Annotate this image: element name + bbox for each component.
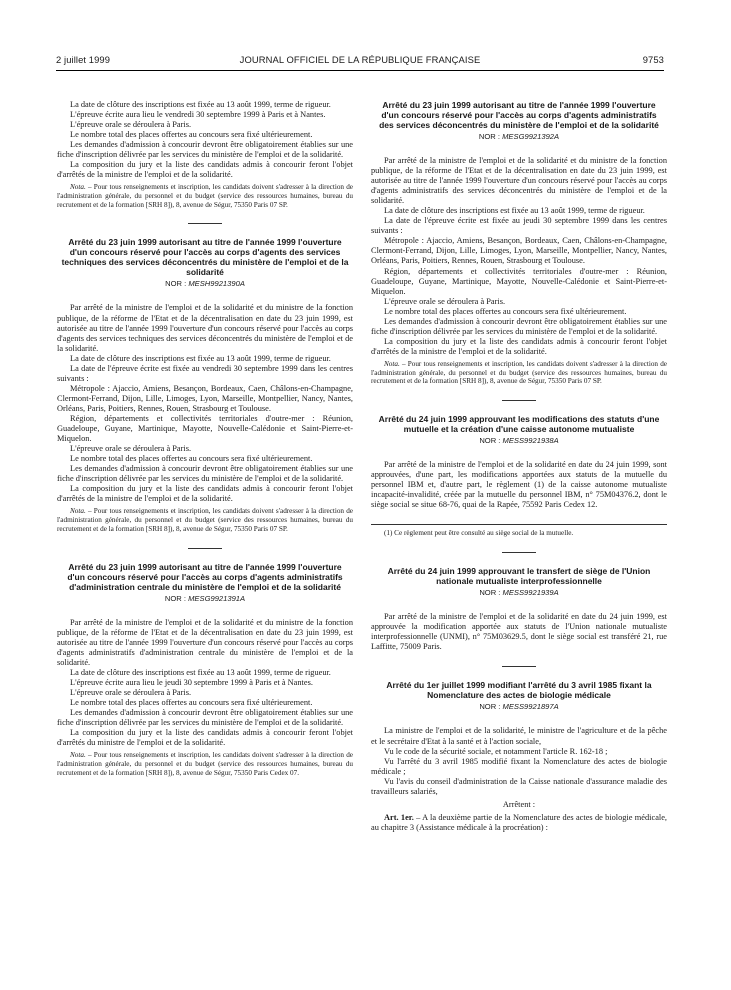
nor-code: MESH9921390A bbox=[188, 279, 245, 289]
section-separator bbox=[188, 223, 222, 224]
nor-label: NOR : bbox=[479, 588, 503, 598]
nor-code: MESS9921938A bbox=[502, 436, 559, 446]
paragraph: Par arrêté de la ministre de l'emploi et de la solidarité et du ministre de la fonction publique, de la réforme de l'Etat et de la décentralisation en date du 23 juin 1999, est autorisée au titre de l'année 1999 l'ouverture d'un concours réservé pour l'accès au corps d'agents administratifs d'administration centrale du ministère de l'emploi et de la solidarité. bbox=[57, 617, 353, 667]
nota-text: – Pour tous renseignements et inscription, les candidats doivent s'adresser à la direction de l'administration générale, du personnel et du budget (service des ressources humaines, bureau du recrutement et de la formation [SRH 8]), 8, avenue de Ségur, 75350 Paris 07 SP. bbox=[57, 183, 353, 209]
footnote-rule bbox=[371, 524, 667, 525]
decree-section-biology-nomenclature bbox=[371, 680, 667, 832]
header-date: 2 juillet 1999 bbox=[56, 54, 111, 65]
nor-reference bbox=[371, 702, 667, 712]
section-separator bbox=[502, 552, 536, 553]
right-column bbox=[371, 100, 667, 833]
decree-title: Arrêté du 23 juin 1999 autorisant au titre de l'année 1999 l'ouverture d'un concours réservé pour l'accès au corps d'agents administratifs d'administration centrale du ministère de l'emploi et de la solidarité bbox=[67, 561, 343, 592]
paragraph: La date de clôture des inscriptions est fixée au 13 août 1999, terme de rigueur. bbox=[384, 206, 645, 216]
paragraph: La composition du jury et la liste des candidats admis à concourir feront l'objet d'arrêtés de la ministre de l'emploi et de la solidarité. bbox=[371, 336, 667, 356]
article-text: – A la deuxième partie de la Nomenclature des actes de biologie médicale, au chapitre 3 (Assistance médicale à la procréation) : bbox=[371, 812, 668, 832]
paragraph: L'épreuve orale se déroulera à Paris. bbox=[70, 687, 192, 697]
nota-note bbox=[57, 183, 353, 209]
nor-label: NOR : bbox=[478, 132, 503, 141]
nor-code: MESS9921897A bbox=[502, 702, 559, 712]
nota-label: Nota. bbox=[70, 183, 86, 192]
nor-reference bbox=[57, 594, 353, 604]
arretent-heading: Arrêtent : bbox=[502, 799, 536, 809]
paragraph: La composition du jury et la liste des candidats admis à concourir feront l'objet d'arrêtés de la ministre de l'emploi et de la solidarité. bbox=[57, 160, 353, 180]
paragraph: Le nombre total des places offertes au concours sera fixé ultérieurement. bbox=[70, 130, 313, 140]
nota-note bbox=[371, 360, 667, 386]
section-separator bbox=[502, 400, 536, 401]
section-separator bbox=[502, 666, 536, 667]
nota-text: – Pour tous renseignements et inscription, les candidats doivent s'adresser à la direction de l'administration générale, du personnel et du budget (service des ressources humaines, bureau du recrutement et de la formation [SRH 8]), 8, avenue de Ségur, 75350 Paris 07 SP. bbox=[371, 359, 667, 386]
paragraph: Métropole : Ajaccio, Amiens, Besançon, Bordeaux, Caen, Châlons-en-Champagne, Clermont-Ferrand, Dijon, Lille, Limoges, Lyon, Marseille, Montpellier, Nancy, Nantes, Orléans, Paris, Poitiers, Rennes, Rouen, Strasbourg et Toulouse. bbox=[371, 236, 667, 266]
nor-label: NOR : bbox=[164, 593, 189, 603]
paragraph: La ministre de l'emploi et de la solidarité, le ministre de l'agriculture et de la pêche et le secrétaire d'Etat à la santé et à l'action sociale, bbox=[371, 726, 667, 746]
paragraph: Région, départements et collectivités territoriales d'outre-mer : Réunion, Guadeloupe, Guyane, Martinique, Mayotte, Nouvelle-Calédonie et Saint-Pierre-et-Miquelon. bbox=[57, 414, 353, 444]
header-journal-title: JOURNAL OFFICIEL DE LA RÉPUBLIQUE FRANÇAISE bbox=[239, 54, 481, 65]
paragraph: L'épreuve orale se déroulera à Paris. bbox=[70, 444, 192, 454]
paragraph: Le nombre total des places offertes au concours sera fixé ultérieurement. bbox=[384, 306, 627, 316]
nor-label: NOR : bbox=[165, 279, 189, 289]
nota-label: Nota. bbox=[384, 359, 400, 368]
paragraph: La date de clôture des inscriptions est fixée au 13 août 1999, terme de rigueur. bbox=[70, 353, 331, 363]
paragraph: Les demandes d'admission à concourir devront être obligatoirement établies sur une fiche d'inscription délivrée par les services du ministère de l'emploi et de la solidarité. bbox=[57, 140, 353, 160]
header-rule bbox=[56, 70, 664, 71]
decree-title: Arrêté du 24 juin 1999 approuvant le transfert de siège de l'Union nationale mutualiste interprofessionnelle bbox=[387, 566, 651, 587]
nota-label: Nota. bbox=[70, 507, 86, 516]
paragraph: La date de clôture des inscriptions est fixée au 13 août 1999, terme de rigueur. bbox=[70, 667, 331, 677]
paragraph: Par arrêté de la ministre de l'emploi et de la solidarité en date du 24 juin 1999, sont approuvées, d'une part, les modifications apportées aux statuts de la mutuelle du personnel IBM et, d'autre part, le règlement (1) de la caisse autonome mutualiste incapacité-invalidité, créée par la mutuelle du personnel IBM, n° 75M04376.2, dont le siège social se situe 68-76, quai de la Rapée, 75592 Paris Cedex 12. bbox=[371, 460, 667, 510]
page-header bbox=[56, 54, 664, 68]
nor-label: NOR : bbox=[479, 702, 503, 712]
paragraph: Le nombre total des places offertes au concours sera fixé ultérieurement. bbox=[70, 454, 313, 464]
decree-title: Arrêté du 1er juillet 1999 modifiant l'arrêté du 3 avril 1985 fixant la Nomenclature des actes de biologie médicale bbox=[386, 680, 652, 701]
paragraph: Les demandes d'admission à concourir devront être obligatoirement établies sur une fiche d'inscription délivrée par les services du ministère de l'emploi et de la solidarité. bbox=[371, 316, 667, 336]
paragraph: L'épreuve orale se déroulera à Paris. bbox=[70, 120, 192, 130]
article-label: Art. 1er. bbox=[384, 812, 414, 822]
paragraph: La composition du jury et la liste des candidats admis à concourir feront l'objet d'arrêtés de la ministre de l'emploi et de la solidarité. bbox=[57, 484, 353, 504]
paragraph: La date de clôture des inscriptions est fixée au 13 août 1999, terme de rigueur. bbox=[70, 100, 331, 109]
nor-reference bbox=[371, 588, 667, 598]
nota-label: Nota. bbox=[70, 751, 86, 760]
paragraph: Métropole : Ajaccio, Amiens, Besançon, Bordeaux, Caen, Châlons-en-Champagne, Clermont-Ferrand, Dijon, Lille, Limoges, Lyon, Marseille, Montpellier, Nancy, Nantes, Orléans, Paris, Poitiers, Rennes, Rouen, Strasbourg et Toulouse. bbox=[57, 383, 353, 413]
nota-text: – Pour tous renseignements et inscription, les candidats doivent s'adresser à la direction de l'administration générale, du personnel et du budget (service des ressources humaines, bureau du recrutement et de la formation [SRH 8]), 8, avenue de Ségur, 75350 Paris 07 SP. bbox=[57, 507, 353, 533]
nota-note bbox=[57, 751, 353, 777]
nor-code: MESG9921392A bbox=[502, 132, 560, 141]
header-page-number: 9753 bbox=[642, 54, 664, 65]
nota-note bbox=[57, 507, 353, 533]
section-separator bbox=[188, 548, 222, 549]
paragraph: Par arrêté de la ministre de l'emploi et de la solidarité et du ministre de la fonction publique, de la réforme de l'Etat et de la décentralisation en date du 23 juin 1999, est autorisée au titre de l'année 1999 l'ouverture d'un concours réservé pour l'accès au corps d'agents des services techniques des services déconcentrés du ministère de l'emploi et de la solidarité. bbox=[57, 303, 353, 353]
decree-title: Arrêté du 23 juin 1999 autorisant au titre de l'année 1999 l'ouverture d'un concours réservé pour l'accès au corps d'agents administratifs des services déconcentrés du ministère de l'emploi et de la solidarité bbox=[379, 100, 659, 130]
nor-reference bbox=[57, 279, 353, 289]
paragraph: L'épreuve écrite aura lieu le jeudi 30 septembre 1999 à Paris et à Nantes. bbox=[70, 677, 313, 687]
decree-title: Arrêté du 24 juin 1999 approuvant les modifications des statuts d'une mutuelle et la création d'une caisse autonome mutualiste bbox=[378, 414, 660, 435]
article-paragraph bbox=[371, 813, 667, 833]
paragraph: Le nombre total des places offertes au concours sera fixé ultérieurement. bbox=[70, 697, 313, 707]
decree-title: Arrêté du 23 juin 1999 autorisant au titre de l'année 1999 l'ouverture d'un concours réservé pour l'accès au corps d'agents des services techniques des services déconcentrés du ministère de l'emploi et de la solidarité bbox=[61, 237, 349, 278]
nor-label: NOR : bbox=[479, 436, 503, 446]
paragraph: Vu l'avis du conseil d'administration de la Caisse nationale d'assurance maladie des travailleurs salariés, bbox=[371, 776, 667, 796]
nota-text: – Pour tous renseignements et inscription, les candidats doivent s'adresser à la direction de l'administration générale, du personnel et du budget (service des ressources humaines, bureau du recrutement et de la formation [SRH 8]), 8, avenue de Ségur, 75350 Paris Cedex 07. bbox=[57, 751, 353, 777]
paragraph: Les demandes d'admission à concourir devront être obligatoirement établies sur une fiche d'inscription délivrée par les services du ministère de l'emploi et de la solidarité. bbox=[57, 464, 353, 484]
decree-section-central-administration bbox=[57, 562, 353, 778]
nor-code: MESG9921391A bbox=[188, 593, 246, 603]
paragraph: Les demandes d'admission à concourir devront être obligatoirement établies sur une fiche d'inscription délivrée par les services du ministère de l'emploi et de la solidarité. bbox=[57, 707, 353, 727]
continued-section bbox=[57, 100, 353, 209]
paragraph: L'épreuve écrite aura lieu le vendredi 30 septembre 1999 à Paris et à Nantes. bbox=[70, 110, 326, 120]
paragraph: Par arrêté de la ministre de l'emploi et de la solidarité et du ministre de la fonction publique, de la réforme de l'Etat et de la décentralisation en date du 23 juin 1999, est autorisée au titre de l'année 1999 l'ouverture d'un concours réservé pour l'accès au corps d'agents administratifs des services déconcentrés du ministère de l'emploi et de la solidarité. bbox=[371, 156, 667, 206]
decree-section-union-transfer bbox=[371, 566, 667, 652]
paragraph: L'épreuve orale se déroulera à Paris. bbox=[384, 296, 506, 306]
nor-reference bbox=[371, 132, 667, 142]
footnote: (1) Ce règlement peut être consulté au siège social de la mutuelle. bbox=[384, 529, 574, 538]
paragraph: Vu le code de la sécurité sociale, et notamment l'article R. 162-18 ; bbox=[384, 746, 608, 756]
decree-section-mutuelle-statutes bbox=[371, 414, 667, 538]
paragraph: La date de l'épreuve écrite est fixée au jeudi 30 septembre 1999 dans les centres suivants : bbox=[371, 216, 667, 236]
decree-section-technical-agents bbox=[57, 237, 353, 533]
paragraph: Vu l'arrêté du 3 avril 1985 modifié fixant la Nomenclature des actes de biologie médicale ; bbox=[371, 756, 667, 776]
left-column bbox=[57, 100, 353, 777]
paragraph: La date de l'épreuve écrite est fixée au vendredi 30 septembre 1999 dans les centres suivants : bbox=[57, 363, 353, 383]
nor-reference bbox=[371, 436, 667, 446]
paragraph: Région, départements et collectivités territoriales d'outre-mer : Réunion, Guadeloupe, Guyane, Martinique, Mayotte, Nouvelle-Calédonie et Saint-Pierre-et-Miquelon. bbox=[371, 266, 667, 296]
paragraph: Par arrêté de la ministre de l'emploi et de la solidarité en date du 24 juin 1999, est approuvée la modification apportée aux statuts de l'Union nationale mutualiste interprofessionnelle (UNMI), n° 75M03629.5, dont le siège social est transféré 21, rue Laffitte, 75009 Paris. bbox=[371, 612, 667, 652]
decree-section-deconcentrated-agents bbox=[371, 100, 667, 386]
nor-code: MESS9921939A bbox=[502, 588, 559, 598]
paragraph: La composition du jury et la liste des candidats admis à concourir feront l'objet d'arrêtés du ministre de l'emploi et de la solidarité. bbox=[57, 728, 353, 748]
